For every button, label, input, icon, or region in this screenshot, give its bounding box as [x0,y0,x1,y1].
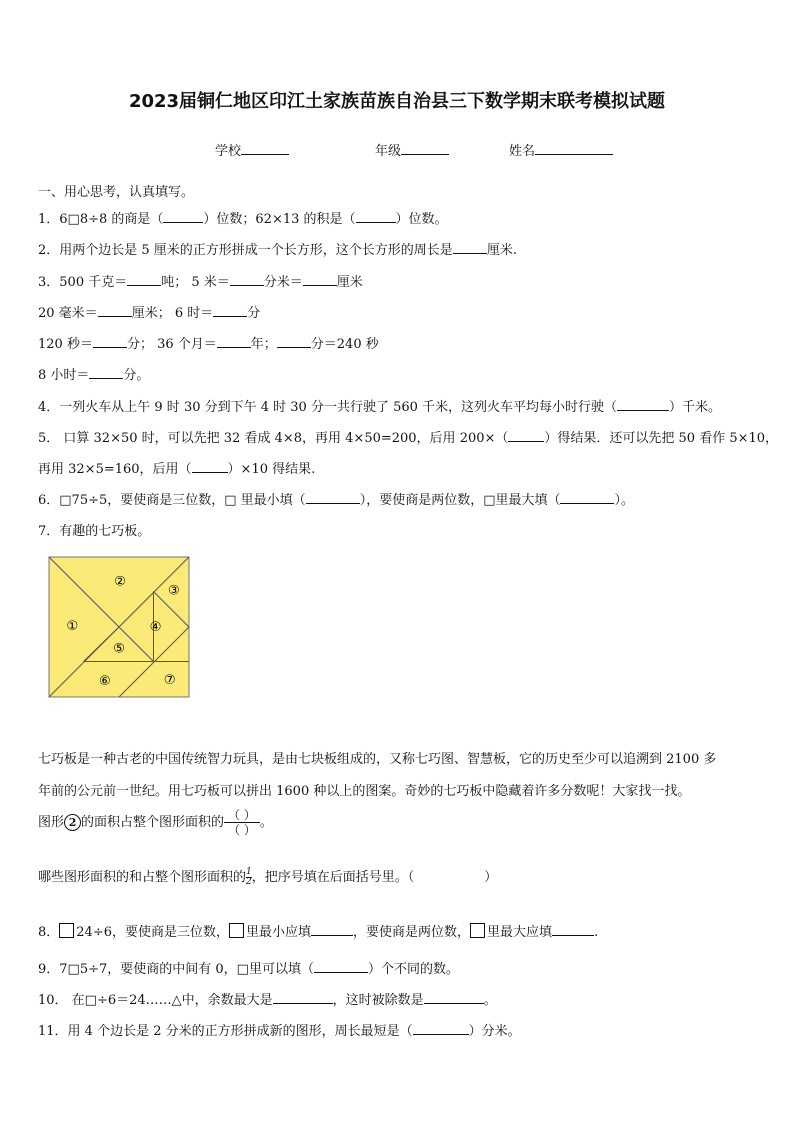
grade-label: 年级 [375,144,402,159]
q5-blank-1[interactable] [508,429,544,442]
fraction-half: $\frac{1}{2}$ [246,867,252,887]
name-label: 姓名 [509,144,536,159]
question-1: 1．6□8÷8 的商是（ ）位数；62×13 的积是（ ）位数。 [38,212,448,227]
question-5-line-1: 5． 口算 32×50 时，可以先把 32 看成 4×8，再用 4×50=200，后用 200×（ ）得结果．还可以先把 50 看作 5×10， [38,431,779,446]
question-5-line-2: 再用 32×5=160，后用（ ）×10 得结果. [38,462,316,477]
school-field [215,140,289,159]
name-blank[interactable] [535,142,613,155]
passage-line-1: 七巧板是一种古老的中国传统智力玩具，是由七块板组成的，又称七巧图、智慧板，它的历史至少可以追溯到 2100 多 [38,752,717,767]
q8-blank-2[interactable] [552,923,594,936]
question-8: 8． 24÷6，要使商是三位数， 里最小应填 ，要使商是两位数， 里最大应填 . [38,925,599,940]
q5-blank-2[interactable] [192,460,228,473]
name-field [509,140,613,159]
tangram-label-1: ① [66,619,79,635]
question-6: 6．□75÷5，要使商是三位数，□ 里最小填（ ），要使商是两位数，□里最大填（ ）。 [38,493,634,508]
question-4: 4．一列火车从上午 9 时 30 分到下午 4 时 30 分一共行驶了 560 千米，这列火车平均每小时行驶（ ）千米。 [38,400,722,415]
question-11: 11．用 4 个边长是 2 分米的正方形拼成新的图形，周长最短是（ ）分米。 [38,1024,521,1039]
tangram-label-6: ⑥ [98,673,111,689]
q8-box-3 [470,923,485,938]
tangram-label-2: ② [114,574,126,590]
school-label: 学校 [215,144,242,159]
question-3-line-3: 120 秒＝ 分； 36 个月＝ 年； 分＝240 秒 [38,337,379,352]
question-2: 2．用两个边长是 5 厘米的正方形拼成一个长方形，这个长方形的周长是 厘米. [38,243,517,258]
school-blank[interactable] [241,142,289,155]
passage-line-2: 年前的公元前一世纪。用七巧板可以拼出 1600 种以上的图案。奇妙的七巧板中隐藏着许多分数呢！大家找一找。 [38,784,691,799]
question-3-line-4: 8 小时＝ 分。 [38,368,150,383]
passage-line-4: 哪些图形面积的和占整个图形面积的 $\frac{1}{2}$，把序号填在后面括号里。（ ） [38,867,498,887]
q6-blank-2[interactable] [560,491,614,504]
q6-blank-1[interactable] [306,491,360,504]
tangram-label-7: ⑦ [163,672,176,688]
q4-blank[interactable] [617,398,669,411]
tangram-label-5: ⑤ [113,641,125,657]
q1-blank-1[interactable] [163,210,203,223]
tangram-figure [48,556,190,698]
q11-blank[interactable] [413,1022,469,1035]
circled-number-2: 2 [64,814,81,831]
question-10: 10． 在□÷6＝24……△中，余数最大是 ，这时被除数是 。 [38,993,497,1008]
tangram-label-4: ④ [149,620,162,636]
tangram-label-3: ③ [167,583,180,599]
question-9: 9．7□5÷7，要使商的中间有 0，□里可以填（ ）个不同的数。 [38,962,459,977]
section-heading: 一、用心思考，认真填写。 [38,185,195,200]
fraction-answer[interactable]: $\frac{( )}{( )}$ [224,808,260,837]
grade-blank[interactable] [401,142,449,155]
q10-blank-2[interactable] [424,991,484,1004]
q10-blank-1[interactable] [273,991,333,1004]
q8-box-1 [59,923,74,938]
grade-field [375,140,449,159]
q2-blank[interactable] [453,241,487,254]
question-3-line-1: 3．500 千克＝ 吨； 5 米＝ 分米＝ 厘米 [38,275,363,290]
q9-blank[interactable] [314,960,368,973]
page-title: 2023届铜仁地区印江土家族苗族自治县三下数学期末联考模拟试题 [128,91,666,112]
question-3-line-2: 20 毫米＝ 厘米； 6 时＝ 分 [38,306,261,321]
q8-blank-1[interactable] [311,923,353,936]
q8-box-2 [229,923,244,938]
question-7: 7．有趣的七巧板。 [38,524,151,539]
q1-blank-2[interactable] [356,210,396,223]
passage-line-3: 图形 2 的面积占整个图形面积的 $\frac{( )}{( )}$ 。 [38,808,273,837]
